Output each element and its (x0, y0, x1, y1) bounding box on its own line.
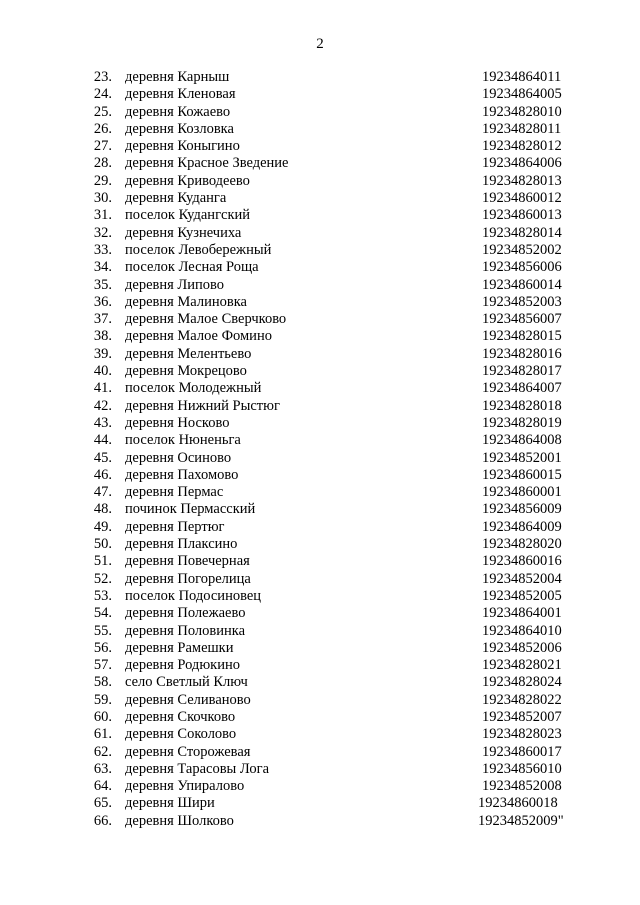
list-item (0, 259, 640, 276)
oktmo-code: 19234864001 (482, 605, 562, 622)
list-item (0, 640, 640, 657)
item-number: 46. (93, 466, 112, 483)
item-number: 44. (93, 432, 112, 449)
item-number: 38. (93, 328, 112, 345)
oktmo-code: 19234860013 (482, 207, 562, 224)
settlement-name: деревня Повечерная (125, 553, 250, 570)
settlement-name: деревня Рамешки (125, 639, 234, 656)
list-item (0, 674, 640, 691)
list-item (0, 207, 640, 224)
item-number: 42. (93, 397, 112, 414)
list-item (0, 155, 640, 172)
item-number: 58. (93, 674, 112, 691)
list-item (0, 277, 640, 294)
item-number: 55. (93, 622, 112, 639)
settlement-name: деревня Половинка (125, 622, 246, 639)
oktmo-code: 19234860018 (478, 795, 558, 812)
oktmo-code: 19234860014 (482, 276, 562, 293)
list-item (0, 501, 640, 518)
item-number: 37. (93, 311, 112, 328)
settlement-name: деревня Пермас (125, 484, 224, 501)
oktmo-code: 19234864006 (482, 155, 562, 172)
settlement-name: деревня Скочково (125, 708, 236, 725)
settlement-name: деревня Карныш (125, 69, 230, 85)
settlement-name: деревня Красное Зведение (125, 155, 289, 172)
list-item (0, 726, 640, 743)
oktmo-code: 19234828016 (482, 345, 562, 362)
list-item (0, 380, 640, 397)
item-number: 49. (93, 518, 112, 535)
settlement-name: деревня Кленовая (125, 86, 236, 103)
settlement-name: поселок Молодежный (125, 380, 262, 397)
settlement-name: деревня Шолково (125, 812, 234, 829)
item-number: 34. (93, 259, 112, 276)
item-number: 23. (93, 69, 112, 85)
list-item (0, 692, 640, 709)
item-number: 30. (93, 190, 112, 207)
item-number: 25. (93, 103, 112, 120)
oktmo-code: 19234852002 (482, 241, 562, 258)
oktmo-code: 19234860015 (482, 466, 562, 483)
settlement-name: деревня Кожаево (125, 103, 231, 120)
item-number: 54. (93, 605, 112, 622)
oktmo-code: 19234860017 (482, 743, 562, 760)
item-number: 45. (93, 449, 112, 466)
list-item (0, 484, 640, 501)
settlement-name: поселок Левобережный (125, 241, 272, 258)
item-number: 24. (93, 86, 112, 103)
item-number: 66. (93, 812, 112, 829)
list-item (0, 190, 640, 207)
item-number: 35. (93, 276, 112, 293)
list-item (0, 346, 640, 363)
list-item (0, 623, 640, 640)
settlement-name: деревня Нижний Рыстюг (125, 397, 280, 414)
oktmo-code: 19234828020 (482, 536, 562, 553)
settlement-name: деревня Соколово (125, 726, 237, 743)
item-number: 32. (93, 224, 112, 241)
oktmo-code: 19234828024 (482, 674, 562, 691)
oktmo-code: 19234828013 (482, 172, 562, 189)
item-number: 61. (93, 726, 112, 743)
oktmo-code: 19234856009 (482, 501, 562, 518)
list-item (0, 225, 640, 242)
list-item (0, 519, 640, 536)
oktmo-code: 19234852005 (482, 587, 562, 604)
settlement-name: деревня Малое Сверчково (125, 311, 287, 328)
settlement-name: деревня Полежаево (125, 605, 246, 622)
list-item (0, 450, 640, 467)
page-number: 2 (316, 36, 324, 52)
settlement-name: починок Пермасский (125, 501, 256, 518)
settlement-name: деревня Козловка (125, 120, 234, 137)
oktmo-code: 19234864009 (482, 518, 562, 535)
item-number: 60. (93, 708, 112, 725)
item-number: 50. (93, 536, 112, 553)
oktmo-code: 19234864011 (482, 69, 562, 85)
settlement-name: деревня Криводеево (125, 172, 250, 189)
settlement-name: деревня Мелентьево (125, 345, 252, 362)
item-number: 41. (93, 380, 112, 397)
oktmo-code: 19234860016 (482, 553, 562, 570)
list-item (0, 363, 640, 380)
settlement-name: деревня Мокрецово (125, 363, 247, 380)
list-item (0, 467, 640, 484)
item-number: 28. (93, 155, 112, 172)
settlement-name: деревня Погорелица (125, 570, 251, 587)
list-item (0, 657, 640, 674)
item-number: 47. (93, 484, 112, 501)
list-item (0, 311, 640, 328)
settlement-name: деревня Куданга (125, 190, 227, 207)
item-number: 52. (93, 570, 112, 587)
list-item (0, 86, 640, 103)
item-number: 64. (93, 778, 112, 795)
oktmo-code: 19234856006 (482, 259, 562, 276)
list-item (0, 294, 640, 311)
list-item (0, 813, 640, 830)
oktmo-code: 19234864010 (482, 622, 562, 639)
item-number: 62. (93, 743, 112, 760)
settlement-name: деревня Пахомово (125, 466, 239, 483)
item-number: 57. (93, 657, 112, 674)
settlement-name: деревня Тарасовы Лога (125, 760, 270, 777)
item-number: 39. (93, 345, 112, 362)
list-item (0, 605, 640, 622)
list-item (0, 242, 640, 259)
settlement-name: поселок Лесная Роща (125, 259, 259, 276)
settlement-name: поселок Подосиновец (125, 587, 262, 604)
oktmo-code: 19234852006 (482, 639, 562, 656)
oktmo-code: 19234852003 (482, 293, 562, 310)
settlement-name: деревня Сторожевая (125, 743, 251, 760)
list-item (0, 173, 640, 190)
oktmo-code: 19234828015 (482, 328, 562, 345)
settlement-name: деревня Малиновка (125, 293, 247, 310)
item-number: 65. (93, 795, 112, 812)
item-number: 53. (93, 587, 112, 604)
list-item (0, 553, 640, 570)
oktmo-code: 19234828022 (482, 691, 562, 708)
settlement-name: деревня Пертюг (125, 518, 225, 535)
oktmo-code: 19234860001 (482, 484, 562, 501)
oktmo-code: 19234852009" (478, 812, 564, 829)
settlement-name: поселок Кудангский (125, 207, 251, 224)
list-item (0, 778, 640, 795)
item-number: 48. (93, 501, 112, 518)
item-number: 59. (93, 691, 112, 708)
list-item (0, 415, 640, 432)
oktmo-code: 19234856010 (482, 760, 562, 777)
oktmo-code: 19234828021 (482, 657, 562, 674)
item-number: 26. (93, 120, 112, 137)
settlement-name: село Светлый Ключ (125, 674, 248, 691)
oktmo-code: 19234856007 (482, 311, 562, 328)
item-number: 63. (93, 760, 112, 777)
item-number: 43. (93, 414, 112, 431)
item-number: 40. (93, 363, 112, 380)
oktmo-code: 19234828017 (482, 363, 562, 380)
item-number: 36. (93, 293, 112, 310)
oktmo-code: 19234828019 (482, 414, 562, 431)
list-item (0, 709, 640, 726)
oktmo-code: 19234852001 (482, 449, 562, 466)
oktmo-code: 19234828012 (482, 138, 562, 155)
oktmo-code: 19234864007 (482, 380, 562, 397)
settlement-name: деревня Селиваново (125, 691, 251, 708)
item-number: 33. (93, 241, 112, 258)
list-item (0, 571, 640, 588)
settlement-name: деревня Упиралово (125, 778, 245, 795)
oktmo-code: 19234852008 (482, 778, 562, 795)
settlement-name: поселок Нюненьга (125, 432, 241, 449)
item-number: 31. (93, 207, 112, 224)
oktmo-code: 19234828011 (482, 120, 562, 137)
list-item (0, 588, 640, 605)
settlement-list (0, 69, 640, 830)
item-number: 51. (93, 553, 112, 570)
oktmo-code: 19234828018 (482, 397, 562, 414)
item-number: 27. (93, 138, 112, 155)
settlement-name: деревня Плаксино (125, 536, 238, 553)
list-item (0, 138, 640, 155)
list-item (0, 328, 640, 345)
oktmo-code: 19234828010 (482, 103, 562, 120)
list-item (0, 398, 640, 415)
list-item (0, 121, 640, 138)
settlement-name: деревня Носково (125, 414, 230, 431)
list-item (0, 69, 640, 86)
settlement-name: деревня Родюкино (125, 657, 240, 674)
oktmo-code: 19234828023 (482, 726, 562, 743)
oktmo-code: 19234828014 (482, 224, 562, 241)
item-number: 56. (93, 639, 112, 656)
oktmo-code: 19234864005 (482, 86, 562, 103)
oktmo-code: 19234864008 (482, 432, 562, 449)
settlement-name: деревня Малое Фомино (125, 328, 272, 345)
list-item (0, 744, 640, 761)
item-number: 29. (93, 172, 112, 189)
oktmo-code: 19234852007 (482, 708, 562, 725)
list-item (0, 536, 640, 553)
settlement-name: деревня Осиново (125, 449, 232, 466)
list-item (0, 761, 640, 778)
list-item (0, 104, 640, 121)
settlement-name: деревня Кузнечиха (125, 224, 242, 241)
oktmo-code: 19234852004 (482, 570, 562, 587)
settlement-name: деревня Липово (125, 276, 225, 293)
list-item (0, 795, 640, 812)
settlement-name: деревня Шири (125, 795, 215, 812)
settlement-name: деревня Коныгино (125, 138, 240, 155)
oktmo-code: 19234860012 (482, 190, 562, 207)
list-item (0, 432, 640, 449)
